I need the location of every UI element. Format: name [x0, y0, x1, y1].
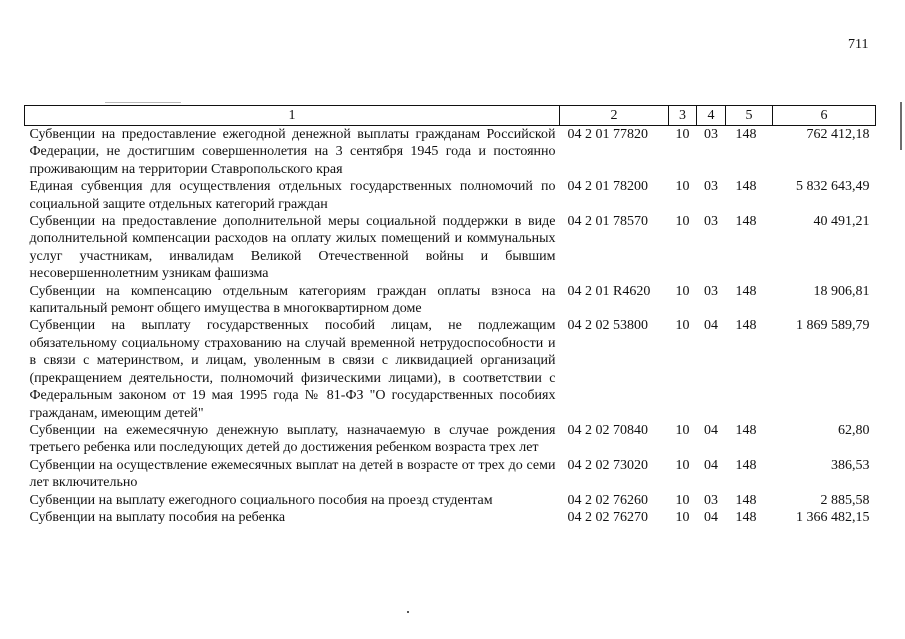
scan-dot: [407, 611, 409, 613]
row-code: 04 2 01 77820: [567, 127, 648, 142]
row-code: 04 2 01 78200: [567, 179, 648, 195]
row-amount: 386,53: [831, 457, 870, 473]
row-description: Субвенции на выплату пособия на ребенка: [29, 509, 286, 525]
row-amount: 1 366 482,15: [796, 509, 870, 525]
row-code: 04 2 01 R4620: [567, 283, 651, 299]
row-section: 10: [675, 214, 690, 230]
row-code: 04 2 02 53800: [567, 318, 648, 334]
row-amount: 762 412,18: [806, 127, 870, 142]
row-description: Субвенции на выплату государственных пособий лицам, не подлежащим обязательному социальному страхованию на случай временной нетрудоспособности и в связи с материнством, и лицам, уволенным в связи с ликвидацией организаций (прекращением деятельности, полномочий физическими лицами), в соответствии с Федеральным законом от 19 мая 1995 года № 81-ФЗ "О государственных пособиях гражданам, имеющим детей": [29, 318, 556, 421]
row-group: 148: [735, 457, 757, 473]
table-row: [25, 283, 876, 318]
row-code: 04 2 02 70840: [567, 422, 648, 438]
row-subsection: 04: [704, 457, 718, 473]
row-group: 148: [735, 509, 757, 525]
row-section: 10: [675, 179, 690, 195]
table-row: [25, 126, 876, 179]
row-group: 148: [735, 422, 757, 438]
row-section: 10: [675, 422, 690, 438]
row-group: 148: [735, 492, 757, 508]
row-code: 04 2 02 73020: [567, 457, 648, 473]
row-section: 10: [675, 457, 690, 473]
row-group: 148: [735, 179, 757, 195]
table-row: [25, 213, 876, 283]
table-row: [25, 317, 876, 421]
row-amount: 5 832 643,49: [796, 179, 870, 195]
row-amount: 62,80: [838, 422, 870, 438]
row-amount: 18 906,81: [813, 283, 870, 299]
row-amount: 1 869 589,79: [796, 318, 870, 334]
scan-edge-mark: [900, 102, 902, 150]
header-col-4: 4: [697, 106, 726, 126]
table-row: [25, 492, 876, 509]
row-group: 148: [735, 214, 757, 230]
row-code: 04 2 01 78570: [567, 214, 648, 230]
table-row: [25, 178, 876, 213]
row-description: Субвенции на осуществление ежемесячных выплат на детей в возрасте от трех до семи лет включительно: [29, 457, 556, 491]
row-group: 148: [735, 318, 757, 334]
budget-table: [24, 105, 876, 526]
row-subsection: 04: [704, 422, 718, 438]
row-section: 10: [675, 509, 690, 525]
table-row: [25, 509, 876, 526]
row-subsection: 03: [704, 214, 718, 230]
row-section: 10: [675, 492, 690, 508]
row-group: 148: [735, 283, 757, 299]
table-header: [25, 106, 876, 126]
row-code: 04 2 02 76260: [567, 492, 648, 508]
row-description: Субвенции на компенсацию отдельным категориям граждан оплаты взноса на капитальный ремонт общего имущества в многоквартирном доме: [29, 283, 556, 317]
header-col-5: 5: [726, 106, 773, 126]
row-subsection: 03: [704, 127, 718, 142]
row-description: Субвенции на предоставление дополнительной меры социальной поддержки в виде дополнительной компенсации расходов на оплату жилых помещений и коммунальных услуг участникам, инвалидам Великой Отечественной войны и бывшим несовершеннолетним узникам фашизма: [29, 214, 556, 282]
row-group: 148: [735, 127, 757, 142]
row-amount: 2 885,58: [820, 492, 870, 508]
row-description: Субвенции на предоставление ежегодной денежной выплаты гражданам Российской Федерации, не достигшим совершеннолетия на 3 сентября 1945 года и постоянно проживающим на территории Ставропольского края: [29, 127, 556, 177]
row-subsection: 03: [704, 283, 718, 299]
row-section: 10: [675, 283, 690, 299]
page-number: 711: [848, 37, 869, 52]
header-col-3: 3: [669, 106, 697, 126]
row-amount: 40 491,21: [813, 214, 870, 230]
row-description: Субвенции на ежемесячную денежную выплату, назначаемую в случае рождения третьего ребенка или последующих детей до достижения ребенком возраста трех лет: [29, 422, 556, 456]
row-subsection: 04: [704, 509, 718, 525]
header-col-2: 2: [560, 106, 669, 126]
table-body: [25, 126, 876, 527]
row-section: 10: [675, 318, 690, 334]
row-description: Единая субвенция для осуществления отдельных государственных полномочий по социальной защите отдельных категорий граждан: [29, 179, 556, 212]
header-col-1: 1: [25, 106, 560, 126]
scan-artifact-line: [105, 102, 181, 103]
row-subsection: 03: [704, 179, 718, 195]
row-section: 10: [675, 127, 690, 142]
row-code: 04 2 02 76270: [567, 509, 648, 525]
header-col-6: 6: [773, 106, 876, 126]
row-description: Субвенции на выплату ежегодного социального пособия на проезд студентам: [29, 492, 493, 508]
row-subsection: 03: [704, 492, 718, 508]
header-row: [25, 106, 876, 126]
row-subsection: 04: [704, 318, 718, 334]
table-row: [25, 457, 876, 492]
table-row: [25, 422, 876, 457]
